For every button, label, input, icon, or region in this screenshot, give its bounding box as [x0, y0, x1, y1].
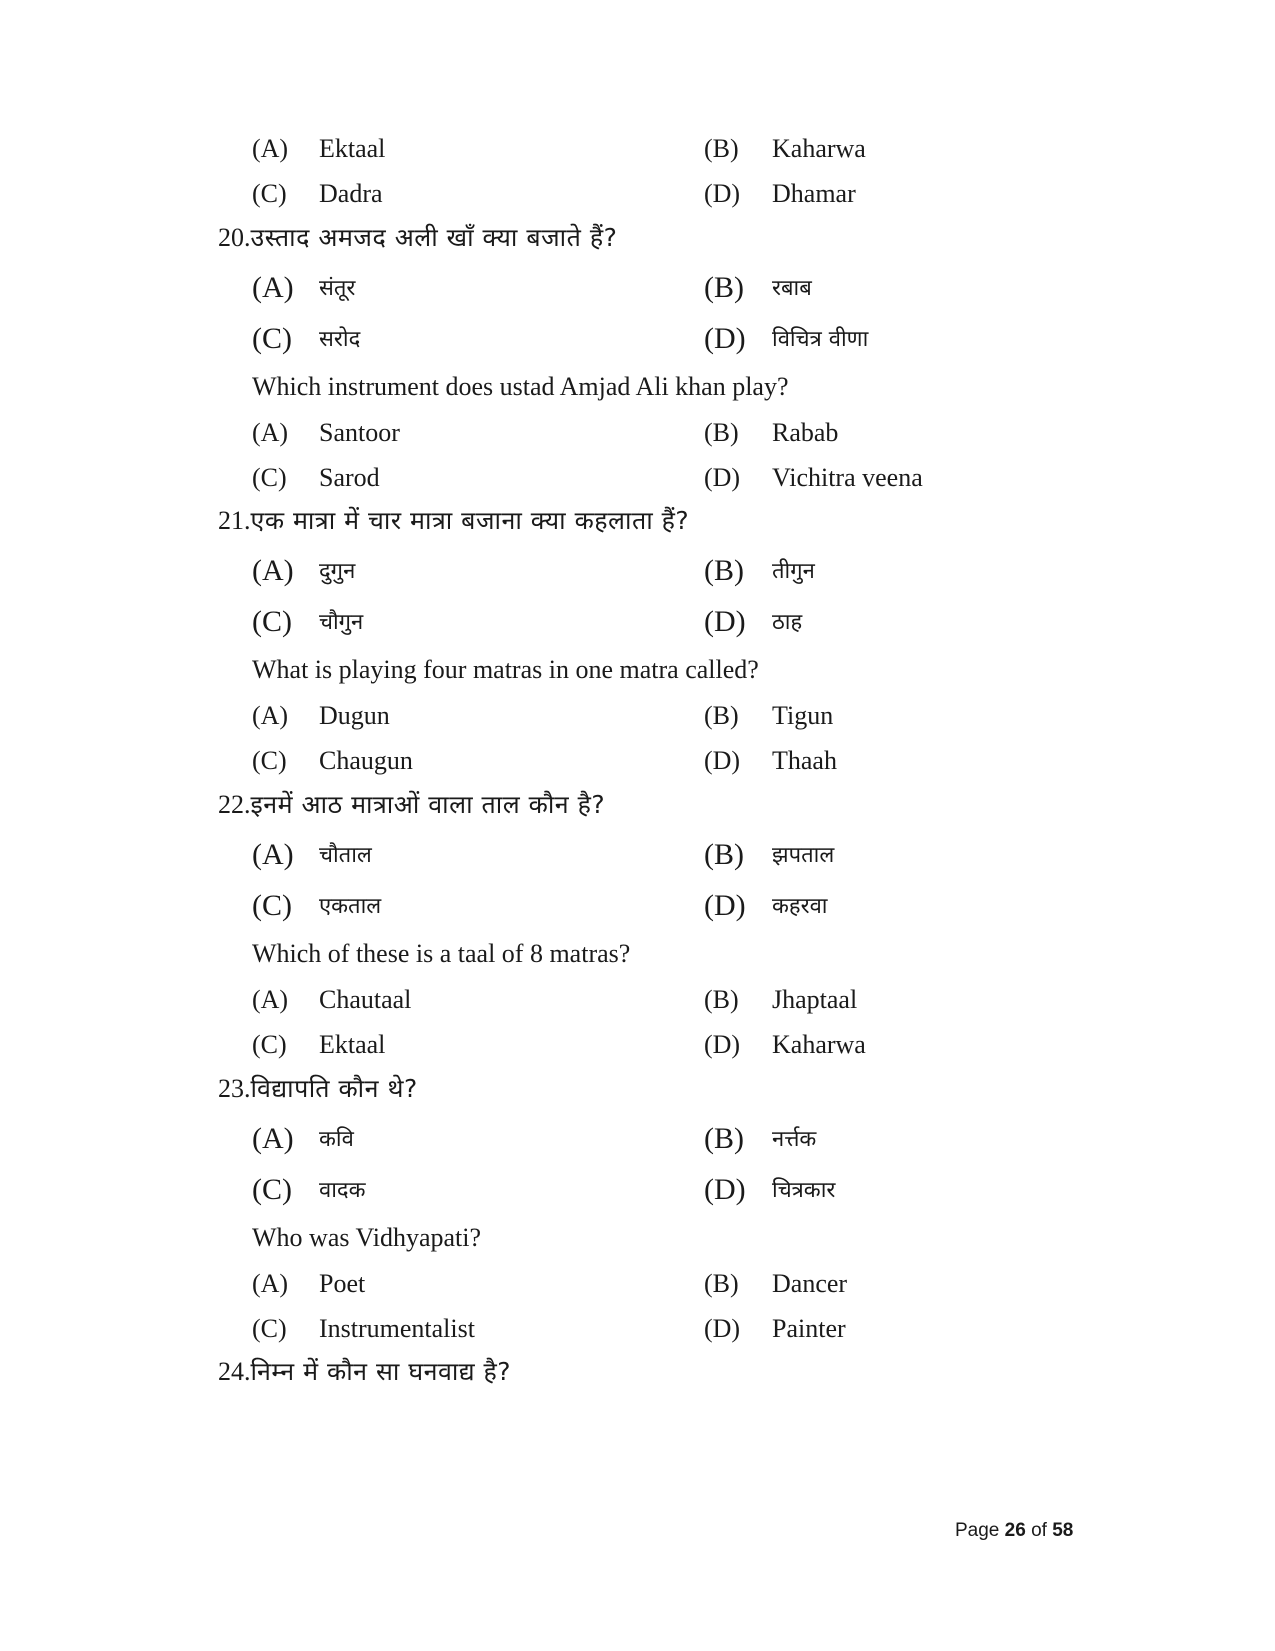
hindi-option-text: ठाह — [772, 610, 803, 635]
hindi-option-letter: (A) — [252, 1122, 294, 1155]
option-text: Rabab — [772, 418, 839, 447]
hindi-option-letter: (C) — [252, 322, 292, 355]
question-hindi-text: एक मात्रा में चार मात्रा बजाना क्या कहलाता हैं? — [250, 506, 690, 535]
option-text: Sarod — [319, 463, 380, 492]
hindi-option-text: एकताल — [319, 894, 382, 919]
hindi-option-letter: (A) — [252, 554, 294, 587]
option-letter: (B) — [704, 701, 739, 730]
option-letter: (D) — [704, 463, 741, 492]
hindi-option-text: दुगुन — [319, 559, 356, 584]
option-text: Ektaal — [319, 134, 386, 163]
hindi-option-letter: (C) — [252, 1173, 292, 1206]
hindi-option-letter: (B) — [704, 1122, 744, 1155]
question-number: 22. — [218, 790, 251, 819]
option-text: Ektaal — [319, 1030, 386, 1059]
option-text: Dhamar — [772, 179, 856, 208]
hindi-option-text: कहरवा — [772, 894, 828, 919]
option-text: Dadra — [319, 179, 383, 208]
option-letter: (C) — [252, 179, 287, 208]
option-letter: (A) — [252, 701, 289, 730]
option-text: Kaharwa — [772, 1030, 866, 1059]
question-hindi — [218, 225, 617, 251]
option-text: Thaah — [772, 746, 837, 775]
page-total: 58 — [1052, 1520, 1074, 1541]
hindi-option-letter: (B) — [704, 271, 744, 304]
hindi-option-text: चित्रकार — [772, 1178, 836, 1203]
option-letter: (A) — [252, 134, 289, 163]
option-letter: (B) — [704, 134, 739, 163]
hindi-option-letter: (D) — [704, 889, 746, 922]
option-text: Chautaal — [319, 985, 412, 1014]
option-text: Vichitra veena — [772, 463, 923, 492]
option-text: Jhaptaal — [772, 985, 858, 1014]
hindi-option-letter: (A) — [252, 838, 294, 871]
option-letter: (D) — [704, 1030, 741, 1059]
hindi-option-letter: (B) — [704, 554, 744, 587]
hindi-option-text: नर्त्तक — [772, 1127, 817, 1152]
option-text: Santoor — [319, 418, 400, 447]
hindi-option-text: विचित्र वीणा — [772, 327, 869, 352]
option-letter: (B) — [704, 1269, 739, 1298]
question-english: Which instrument does ustad Amjad Ali khan play? — [252, 372, 789, 401]
option-text: Dancer — [772, 1269, 848, 1298]
hindi-option-text: सरोद — [319, 327, 361, 352]
option-text: Tigun — [772, 701, 834, 730]
question-hindi-text: इनमें आठ मात्राओं वाला ताल कौन है? — [250, 790, 606, 819]
question-hindi-text: उस्ताद अमजद अली खाँ क्या बजाते हैं? — [250, 223, 618, 252]
option-text: Painter — [772, 1314, 846, 1343]
option-letter: (A) — [252, 985, 289, 1014]
option-text: Instrumentalist — [319, 1314, 475, 1343]
question-hindi — [218, 1076, 418, 1102]
hindi-option-text: झपताल — [772, 843, 835, 868]
page-label: Page — [955, 1520, 1000, 1541]
option-letter: (C) — [252, 746, 287, 775]
question-number: 20. — [218, 223, 251, 252]
page-of: of — [1031, 1520, 1047, 1541]
option-letter: (D) — [704, 179, 741, 208]
option-text: Chaugun — [319, 746, 413, 775]
page-footer — [955, 1520, 1073, 1542]
hindi-option-text: रबाब — [772, 276, 812, 301]
option-letter: (C) — [252, 1314, 287, 1343]
hindi-option-letter: (A) — [252, 271, 294, 304]
question-number: 24. — [218, 1357, 251, 1386]
option-letter: (A) — [252, 418, 289, 447]
option-letter: (D) — [704, 746, 741, 775]
question-hindi — [218, 792, 605, 818]
hindi-option-text: तीगुन — [772, 559, 815, 584]
option-letter: (B) — [704, 985, 739, 1014]
option-letter: (B) — [704, 418, 739, 447]
hindi-option-letter: (D) — [704, 322, 746, 355]
hindi-option-text: कवि — [319, 1127, 354, 1152]
option-letter: (D) — [704, 1314, 741, 1343]
option-text: Poet — [319, 1269, 366, 1298]
option-letter: (C) — [252, 463, 287, 492]
question-hindi-text: विद्यापति कौन थे? — [250, 1074, 418, 1103]
hindi-option-text: वादक — [319, 1178, 366, 1203]
question-english: Which of these is a taal of 8 matras? — [252, 939, 631, 968]
option-text: Dugun — [319, 701, 390, 730]
question-number: 23. — [218, 1074, 251, 1103]
option-letter: (A) — [252, 1269, 289, 1298]
hindi-option-letter: (D) — [704, 1173, 746, 1206]
question-number: 21. — [218, 506, 251, 535]
question-english: Who was Vidhyapati? — [252, 1223, 482, 1252]
page-current: 26 — [1004, 1520, 1026, 1541]
option-letter: (C) — [252, 1030, 287, 1059]
question-hindi — [218, 508, 689, 534]
hindi-option-letter: (D) — [704, 605, 746, 638]
question-hindi-text: निम्न में कौन सा घनवाद्य है? — [250, 1357, 512, 1386]
hindi-option-text: संतूर — [319, 276, 356, 301]
hindi-option-letter: (C) — [252, 889, 292, 922]
option-text: Kaharwa — [772, 134, 866, 163]
hindi-option-letter: (B) — [704, 838, 744, 871]
question-hindi — [218, 1359, 511, 1385]
hindi-option-text: चौगुन — [319, 610, 364, 635]
hindi-option-letter: (C) — [252, 605, 292, 638]
question-english: What is playing four matras in one matra called? — [252, 655, 759, 684]
hindi-option-text: चौताल — [319, 843, 372, 868]
